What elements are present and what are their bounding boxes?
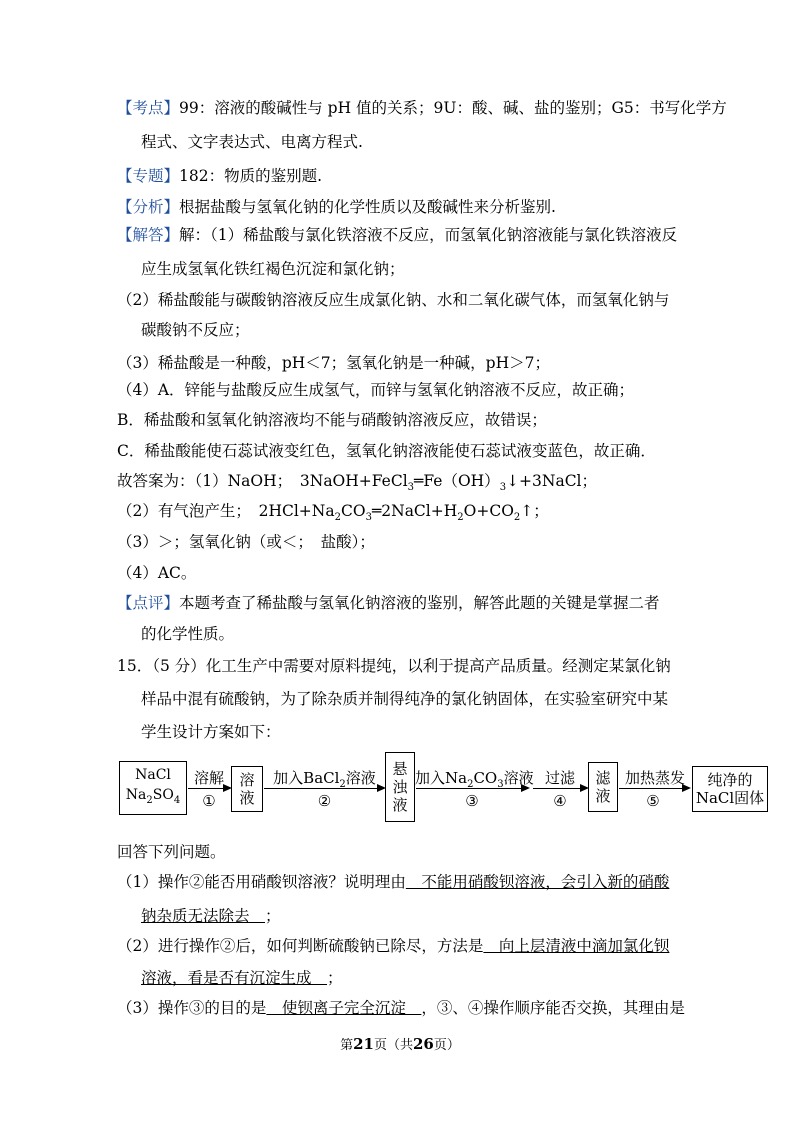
- flow-step3-a: 加入Na: [415, 769, 468, 787]
- answer-1-sub: 3: [499, 482, 507, 494]
- question-2-prompt: （2）进行操作②后，如何判断硫酸钠已除尽，方法是: [117, 937, 484, 955]
- flow-step4-label: 过滤: [544, 769, 575, 787]
- questions-intro: 回答下列问题。: [117, 843, 226, 861]
- question-3-rest: ，③、④操作顺序能否交换，其理由是: [421, 999, 685, 1017]
- solution-2-line-2: 碳酸钠不反应；: [141, 321, 250, 339]
- flow-box-suspension-char: 悬: [392, 760, 408, 778]
- fenxi-tag: 【分析】: [117, 198, 180, 216]
- flow-start-box: [119, 761, 187, 815]
- flow-start-na: Na: [125, 787, 147, 804]
- answer-2-sub: 2: [513, 512, 521, 524]
- dianping-line: [117, 593, 660, 613]
- flow-start-line1: NaCl: [135, 767, 171, 784]
- flow-end-line1: 纯净的: [707, 771, 753, 789]
- footer-text: 页）: [433, 1038, 460, 1053]
- kaodian-line: [117, 98, 727, 118]
- flow-arrow-5: [619, 788, 689, 789]
- answer-3-line: （3）＞；氢氧化钠（或＜； 盐酸）；: [117, 533, 375, 551]
- kaodian-line-2: 程式、文字表达式、电离方程式.: [141, 133, 363, 151]
- solution-4b-line: B．稀盐酸和氢氧化钠溶液均不能与硝酸钠溶液反应，故错误；: [117, 411, 547, 429]
- flow-step5-num: ⑤: [646, 792, 660, 810]
- question-2-answer: 向上层清液中滴加氯化钡: [483, 937, 670, 955]
- flow-start-line2: [126, 785, 180, 811]
- question-2-end: ；: [327, 969, 343, 987]
- flow-end-line2: NaCl固体: [695, 789, 765, 807]
- flow-step2-num: ②: [317, 792, 332, 810]
- question-15-line: 15．（5 分）化工生产中需要对原料提纯，以利于提高产品质量。经测定某氯化钠: [117, 657, 671, 675]
- flow-arrow-3: [416, 788, 528, 789]
- question-1-line-2: [141, 906, 281, 926]
- solution-4c-line: C．稀盐酸能使石蕊试液变红色，氢氧化钠溶液能使石蕊试液变蓝色，故正确．: [117, 442, 656, 460]
- question-3-prompt: （3）操作③的目的是: [117, 999, 267, 1017]
- flow-step3-c: 溶液: [503, 769, 534, 787]
- solution-4a-line: （4）A．锌能与盐酸反应生成氢气，而锌与氢氧化钠溶液不反应，故正确；: [117, 381, 635, 399]
- question-3-line: [117, 998, 685, 1018]
- fenxi-line: [117, 197, 556, 217]
- kaodian-tag: 【考点】: [117, 99, 180, 117]
- footer-page-number: 21: [353, 1035, 374, 1053]
- flow-step5-label: 加热蒸发: [624, 769, 685, 787]
- flow-box-filtrate-char: 液: [595, 787, 611, 805]
- flow-start-so: SO: [152, 787, 174, 804]
- flow-step2-b: 溶液: [345, 769, 376, 787]
- flow-start-sub: 4: [173, 794, 181, 806]
- answer-2-line: [117, 501, 549, 528]
- flow-end-box: [692, 766, 768, 812]
- fenxi-text: 根据盐酸与氢氧化钠的化学性质以及酸碱性来分析鉴别.: [179, 198, 556, 216]
- question-3-answer: 使钡离子完全沉淀: [266, 999, 422, 1017]
- flow-step3-b: CO: [473, 769, 498, 787]
- flow-step3-num: ③: [465, 792, 479, 810]
- dianping-tag: 【点评】: [117, 594, 180, 612]
- flow-step1-label: 溶解: [193, 769, 224, 787]
- flow-start-sub: 2: [146, 794, 153, 806]
- flow-box-filtrate: [588, 762, 618, 812]
- flow-arrow-1: [188, 788, 230, 789]
- answer-1-pre: 故答案为：（1）NaOH； 3NaOH+FeCl: [117, 472, 408, 490]
- question-15-line-2: 样品中混有硫酸钠，为了除杂质并制得纯净的氯化钠固体，在实验室研究中某: [141, 690, 669, 708]
- solution-2-line: （2）稀盐酸能与碳酸钠溶液反应生成氯化钠、水和二氧化碳气体，而氢氧化钠与: [117, 291, 670, 309]
- solution-3-line: （3）稀盐酸是一种酸，pH＜7；氢氧化钠是一种碱，pH＞7；: [117, 354, 550, 372]
- flow-step2-sub: 2: [339, 779, 346, 790]
- footer-text: 页（共: [373, 1038, 413, 1053]
- flow-box-suspension: [385, 752, 415, 822]
- flow-arrow-2: [264, 788, 384, 789]
- question-1-prompt: （1）操作②能否用硝酸钡溶液？说明理由: [117, 873, 406, 891]
- page-footer: [0, 1034, 800, 1053]
- jieda-text: 解：（1）稀盐酸与氯化铁溶液不反应，而氢氧化钠溶液能与氯化铁溶液反: [179, 226, 678, 244]
- answer-2-b: ═2NaCl+H: [371, 502, 458, 520]
- jieda-line-2: 应生成氢氧化铁红褐色沉淀和氯化钠；: [141, 260, 405, 278]
- answer-1-post: ↓+3NaCl；: [506, 472, 598, 490]
- flow-step4-num: ④: [553, 792, 567, 810]
- flow-step1-num: ①: [202, 792, 216, 810]
- flow-arrow-4: [533, 788, 587, 789]
- answer-2-sub: 2: [457, 512, 464, 524]
- question-2-line-2: [141, 968, 343, 988]
- answer-2-sub: 2: [334, 512, 341, 524]
- flow-box-solution: [231, 766, 263, 812]
- jieda-line: [117, 225, 677, 245]
- flow-box-suspension-char: 浊: [392, 778, 408, 796]
- question-1-end: ；: [265, 907, 281, 925]
- flow-step3-sub: 2: [467, 779, 474, 790]
- jieda-tag: 【解答】: [117, 226, 180, 244]
- zhuanti-tag: 【专题】: [117, 167, 180, 185]
- question-1-answer: 不能用硝酸钡溶液，会引入新的硝酸: [405, 873, 670, 891]
- flow-step2-label: [263, 767, 386, 790]
- question-1-line: [117, 872, 669, 892]
- flow-step3-sub: 3: [497, 779, 504, 790]
- flow-step3-label: [415, 767, 533, 790]
- kaodian-text: 99：溶液的酸碱性与 pH 值的关系；9U：酸、碱、盐的鉴别；G5：书写化学方: [179, 99, 727, 117]
- zhuanti-text: 182：物质的鉴别题.: [179, 167, 323, 185]
- flow-box-suspension-char: 液: [392, 796, 408, 814]
- question-2-line: [117, 936, 669, 956]
- answer-1-line: [117, 471, 597, 498]
- answer-1-sub: 3: [407, 482, 415, 494]
- answer-2-c: O+CO: [463, 502, 514, 520]
- answer-4-line: （4）AC。: [117, 564, 197, 582]
- dianping-text: 本题考查了稀盐酸与氢氧化钠溶液的鉴别，解答此题的关键是掌握二者: [179, 594, 660, 612]
- flow-box-solution-char: 液: [239, 789, 255, 807]
- answer-2-sub: 3: [365, 512, 372, 524]
- flow-box-solution-char: 溶: [239, 771, 255, 789]
- flow-step2-a: 加入BaCl: [273, 769, 340, 787]
- question-1-answer-cont: 钠杂质无法除去: [141, 907, 266, 925]
- zhuanti-line: [117, 166, 322, 186]
- footer-total-pages: 26: [413, 1035, 434, 1053]
- answer-2-a: CO: [340, 502, 366, 520]
- answer-2-pre: （2）有气泡产生； 2HCl+Na: [117, 502, 335, 520]
- question-2-answer-cont: 溶液，看是否有沉淀生成: [141, 969, 328, 987]
- flow-box-filtrate-char: 滤: [595, 769, 611, 787]
- question-15-line-3: 学生设计方案如下：: [141, 723, 281, 741]
- answer-2-post: ↑；: [520, 502, 549, 520]
- answer-1-mid: ═Fe（OH）: [414, 472, 500, 490]
- footer-text: 第: [340, 1038, 354, 1053]
- dianping-line-2: 的化学性质。: [141, 625, 235, 643]
